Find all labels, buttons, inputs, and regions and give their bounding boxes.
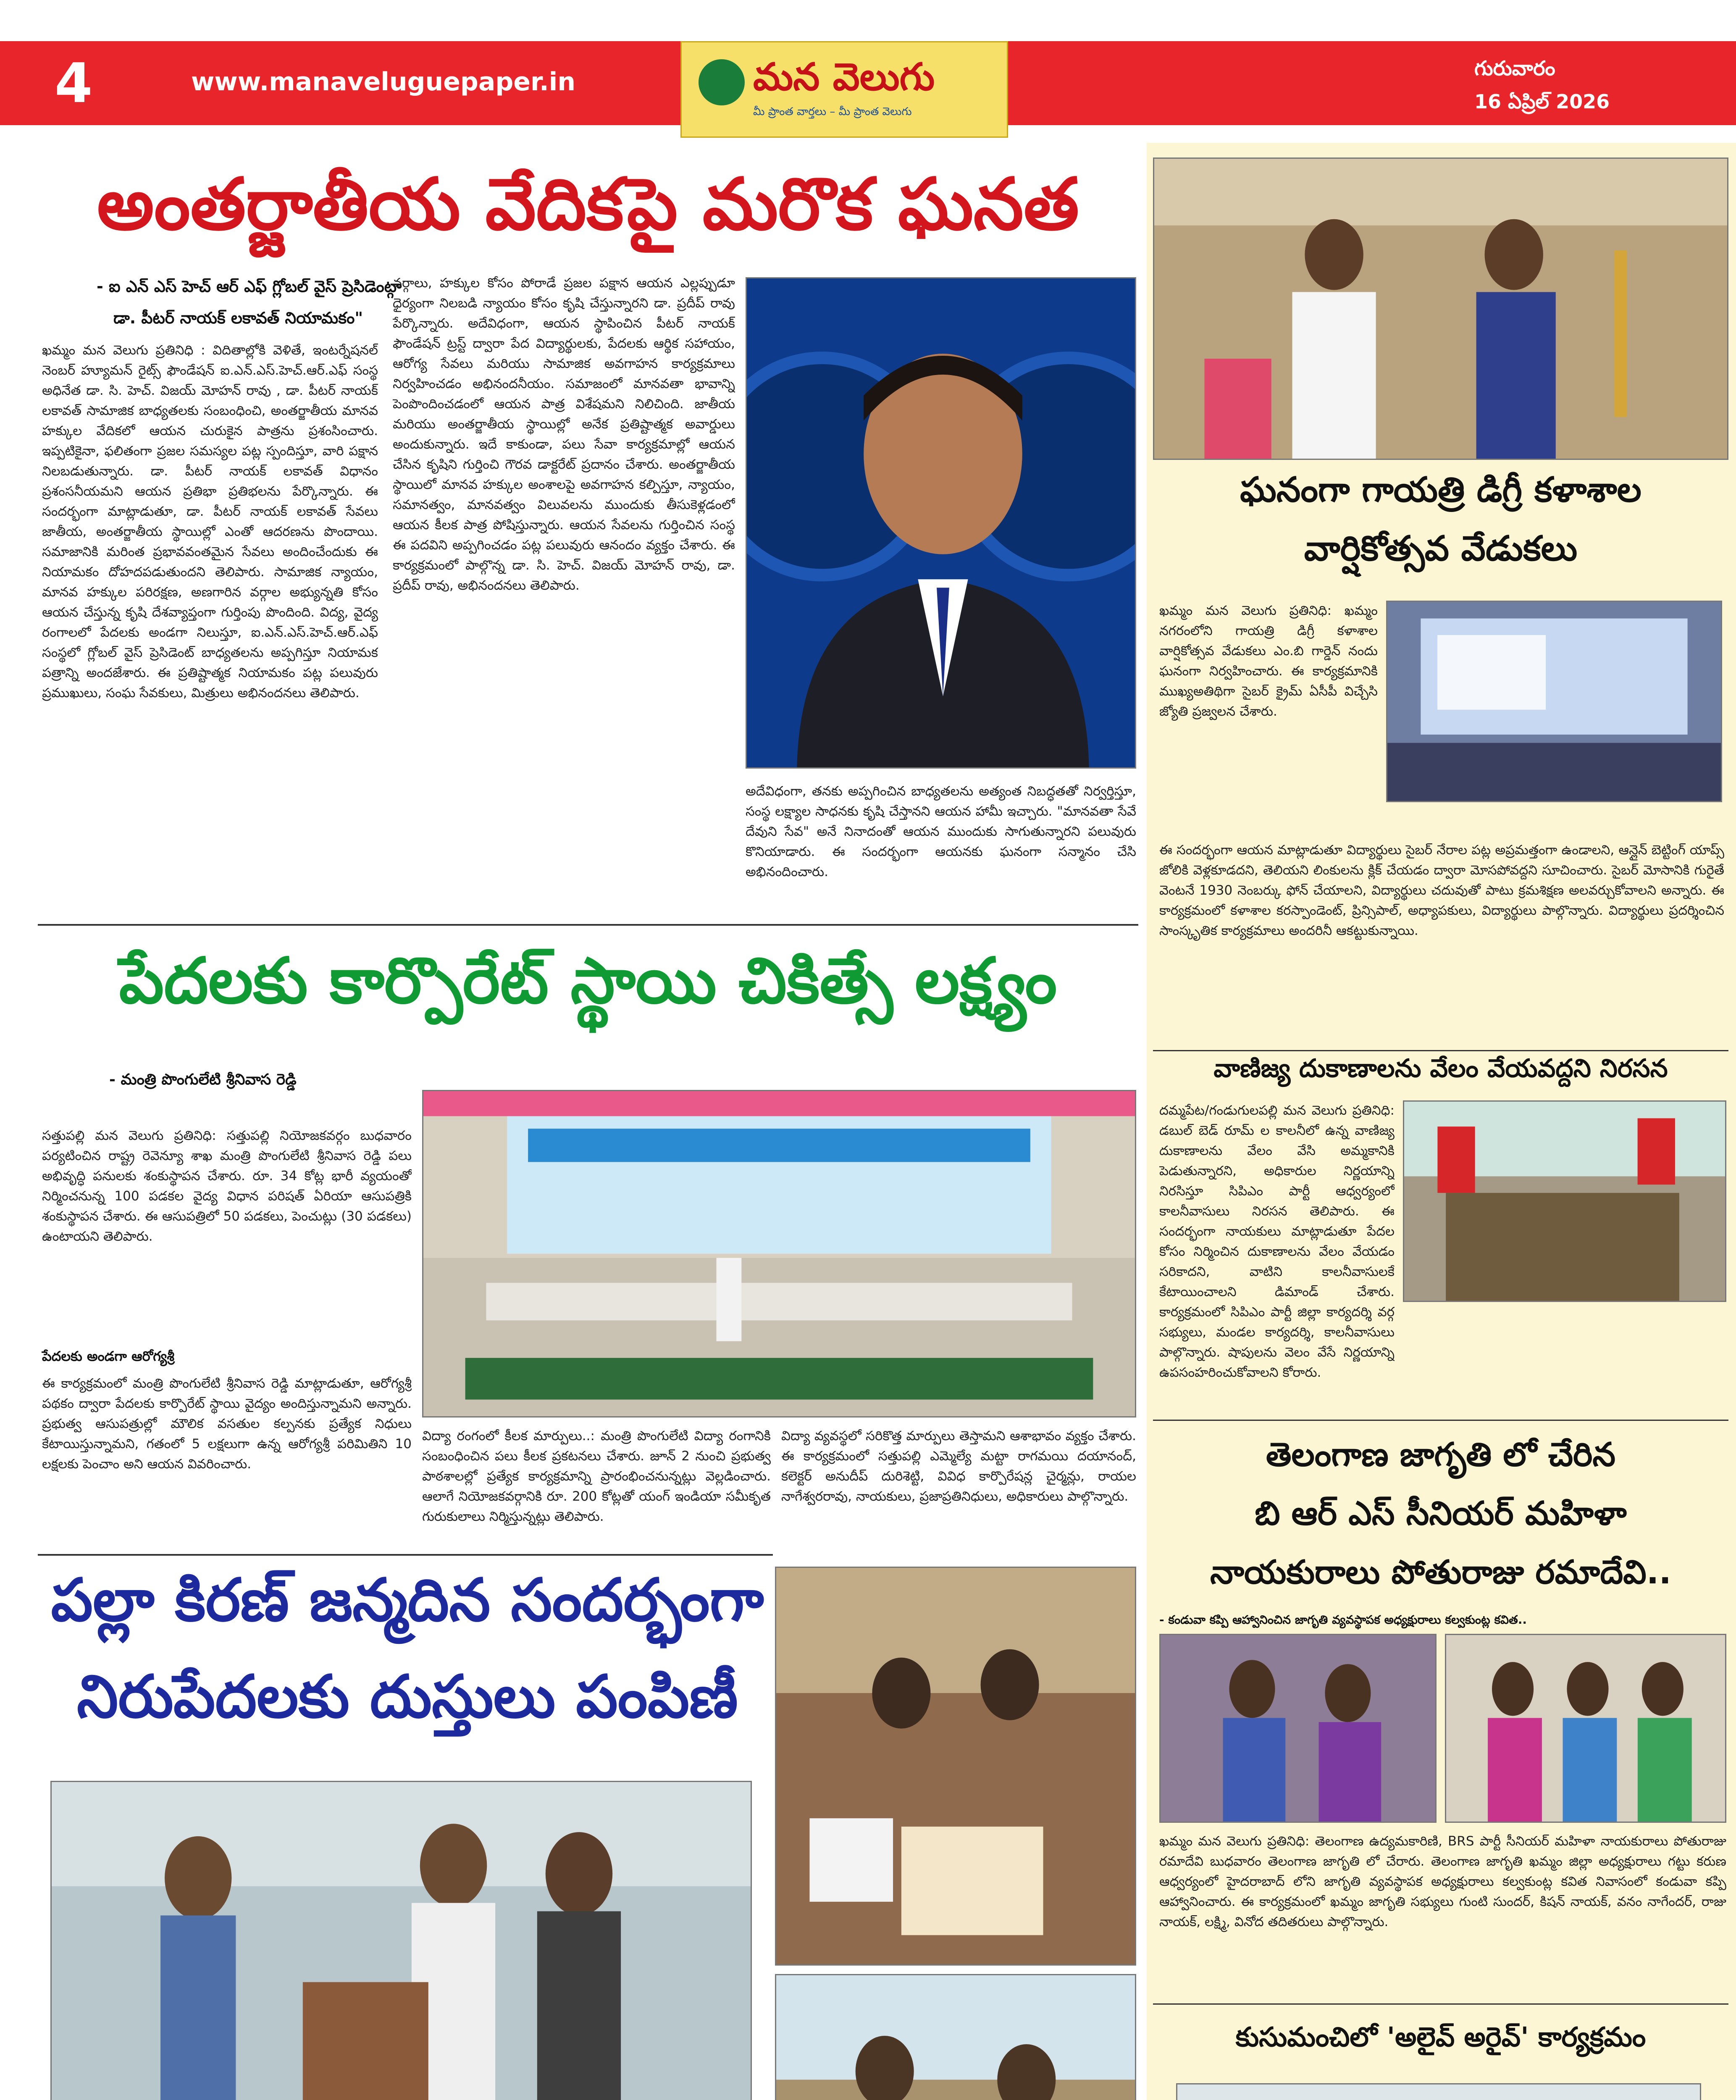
telangana-photo-1 — [1159, 1634, 1437, 1823]
palla-cake-photo — [775, 1567, 1136, 1966]
lead-subhead-2: డా. పీటర్ నాయక్ లకావత్ నియామకం" — [113, 309, 363, 327]
corporate-event-photo — [422, 1090, 1136, 1418]
corporate-body-4: విద్యా వ్యవస్థలో సరికొత్త మార్పులు తెస్తామని ఆశాభావం వ్యక్తం చేశారు. ఈ కార్యక్రమంలో సత్తుపల్లి ఎమ్మెల్యే మట్టా రాగమయి దయానంద్, కలెక్టర్ అనుదీప్ దురిశెట్టి, వివిధ కార్పొరేషన్ల చైర్మన్లు, రాయల నాగేశ్వరరావు, నాయకులు, ప్రజాప్రతినిధులు, అధికారులు పాల్గొన్నారు. — [781, 1428, 1136, 1504]
corporate-body-3: విద్యా రంగంలో కీలక మార్పులు..: మంత్రి పొంగులేటి విద్యా రంగానికి సంబంధించిన పలు కీలక ప్రకటనలు చేశారు. జూన్ 2 నుంచి ప్రభుత్వ పాఠశాలల్లో ప్రత్యేక కార్యక్రమాన్ని ప్రారంభించనున్నట్లు వెల్లడించారు. ఆలాగే నియోజకవర్గానికి రూ. 200 కోట్లతో యంగ్ ఇండియా సమీకృత గురుకులాలు నిర్మిస్తున్నట్లు తెలిపారు. — [422, 1428, 771, 1524]
vanijya-body: దమ్మపేట/గండుగులపల్లి మన వెలుగు ప్రతినిధి: డబుల్ బెడ్ రూమ్ ల కాలనీలో ఉన్న వాణిజ్య దుకాణాలను వేలం వేసి అమ్మకానికి పెడుతున్నారని, అధికారుల నిర్ణయాన్ని నిరసిస్తూ సిపిఎం పార్టీ ఆధ్వర్యంలో కాలనీవాసులు నిరసన తెలిపారు. ఈ సందర్భంగా నాయకులు మాట్లాడుతూ పేదల కోసం నిర్మించిన దుకాణాలను వేలం వేయడం సరికాదని, వాటిని కాలనీవాసులకే కేటాయించాలని డిమాండ్ చేశారు. కార్యక్రమంలో సిపిఎం పార్టీ జిల్లా కార్యదర్శి వర్గ సభ్యులు, మండల కార్యదర్శి, కాలనీవాసులు పాల్గొన్నారు. షాపులను వెలం వేసే నిర్ణయాన్ని ఉపసంహరించుకోవాలని కోరారు. — [1159, 1103, 1395, 1380]
lead-body-col1: ఖమ్మం మన వెలుగు ప్రతినిధి : విదితాల్లోకి వెళితే, ఇంటర్నేషనల్ నెంబర్ హ్యూమన్ రైట్స్ ఫౌండేషన్ ఐ.ఎన్.ఎస్.హెచ్.ఆర్.ఎఫ్ సంస్థ అధినేత డా. సి. హెచ్. విజయ్ మోహన్ రావు , డా. పీటర్ నాయక్ లకావత్ సామాజిక బాధ్యతలకు సంబంధించి, అంతర్జాతీయ మానవ హక్కుల వేదికలో ఆయన చురుకైన పాత్రను ప్రశంసించారు. ఇప్పటికైనా, ఫలితంగా ప్రజల సమస్యల పట్ల స్పందిస్తూ, వారి పక్షాన నిలబడుతున్నారు. డా. పీటర్ నాయక్ లకావత్ విధానం ప్రశంసనీయమని ఆయన ప్రతిభా ప్రతిభలను పేర్కొన్నారు. ఈ సందర్భంగా మాట్లాడుతూ, డా. పీటర్ నాయక్ లకావత్ సేవలు జాతీయ, అంతర్జాతీయ స్థాయిల్లో ఎంతో ఆదరణను పొందాయి. సమాజానికి మరింత ప్రభావవంతమైన సేవలు అందించేందుకు ఈ నియామకం దోహదపడుతుందని తెలిపారు. సామాజిక న్యాయం, మానవ హక్కుల పరిరక్షణ, అణగారిన వర్గాల అభ్యున్నతి కోసం ఆయన చేస్తున్న కృషి దేశవ్యాప్తంగా గుర్తింపు పొందింది. విద్య, వైద్య రంగాలలో పేదలకు అండగా నిలుస్తూ, ఐ.ఎన్.ఎస్.హెచ్.ఆర్.ఎఫ్ సంస్థలో గ్లోబల్ వైస్ ప్రెసిడెంట్ బాధ్యతలను అప్పగిస్తూ నియామక పత్రాన్ని అందజేశారు. ఈ ప్రతిష్టాత్మక నియామకం పట్ల పలువురు ప్రముఖులు, సంఘ సేవకులు, మిత్రులు అభినందనలు తెలిపారు. — [42, 343, 378, 701]
date-label: 16 ఏప్రిల్ 2026 — [1474, 90, 1610, 113]
lead-subhead-1: - ఐ ఎన్ ఎస్ హెచ్ ఆర్ ఎఫ్ గ్లోబల్ వైస్ ప్రెసిడెంట్గా — [97, 277, 402, 296]
corporate-body-2: ఈ కార్యక్రమంలో మంత్రి పొంగులేటి శ్రీనివాస రెడ్డి మాట్లాడుతూ, ఆరోగ్యశ్రీ పథకం ద్వారా పేదలకు కార్పొరేట్ స్థాయి వైద్యం అందిస్తున్నామని అన్నారు. ప్రభుత్వ ఆసుపత్రుల్లో మౌలిక వసతుల కల్పనకు ప్రత్యేక నిధులు కేటాయిస్తున్నామని, గతంలో 5 లక్షలుగా ఉన్న ఆరోగ్యశ్రీ పరిమితిని 10 లక్షలకు పెంచాం అని ఆయన వివరించారు. — [42, 1376, 412, 1472]
gayatri-headline-1: ఘనంగా గాయత్రి డిగ్రీ కళాశాల — [1240, 470, 1641, 510]
divider-2 — [38, 1554, 773, 1556]
divider-1 — [38, 924, 1138, 926]
day-label: గురువారం — [1474, 57, 1555, 80]
telangana-byline: - కండువా కప్పి ఆహ్వానించిన జాగృతి వ్యవస్థాపక అధ్యక్షురాలు కల్వకుంట్ల కవిత.. — [1159, 1613, 1527, 1627]
kusumanchi-headline: కుసుమంచిలో 'అలైవ్ అరైవ్' కార్యక్రమం — [1235, 2022, 1646, 2053]
gayatri-photo-main — [1153, 158, 1728, 460]
website-link[interactable]: www.manaveluguepaper.in — [191, 67, 576, 97]
vanijya-protest-photo — [1403, 1100, 1726, 1302]
divider-side-2 — [1153, 1420, 1728, 1421]
palla-headline-2: నిరుపేదలకు దుస్తులు పంపిణీ — [77, 1663, 738, 1731]
lead-portrait-photo — [746, 277, 1136, 769]
gayatri-photo-stage — [1386, 601, 1722, 802]
palla-headline-1: పల్లా కిరణ్ జన్మదిన సందర్భంగా — [51, 1566, 764, 1635]
telangana-photo-2 — [1445, 1634, 1726, 1823]
palla-distribution-photo — [775, 1974, 1136, 2100]
corporate-headline: పేదలకు కార్పొరేట్ స్థాయి చికిత్సే లక్ష్యం — [119, 945, 1057, 1018]
page-number: 4 — [55, 51, 93, 115]
vanijya-body-cont — [1403, 1306, 1726, 1432]
lead-body-col2: వర్గాలు, హక్కుల కోసం పోరాడే ప్రజల పక్షాన ఆయన ఎల్లప్పుడూ ధైర్యంగా నిలబడి న్యాయం కోసం కృషి చేస్తున్నారని డా. ప్రదీప్ రావు పేర్కొన్నారు. అదేవిధంగా, ఆయన స్థాపించిన పీటర్ నాయక్ ఫౌండేషన్ ట్రస్ట్ ద్వారా పేద విద్యార్థులకు, పేదలకు ఆర్థిక సహాయం, ఆరోగ్య సేవలు మరియు సామాజిక అవగాహన కార్యక్రమాలు నిర్వహించడం అభినందనీయం. సమాజంలో మానవతా భావాన్ని పెంపొందించడంలో ఆయన పాత్ర విశేషమని నిలిచింది. జాతీయ మరియు అంతర్జాతీయ స్థాయిల్లో అనేక ప్రతిష్టాత్మక అవార్డులు అందుకున్నారు. ఇదే కాకుండా, పలు సేవా కార్యక్రమాల్లో ఆయన చేసిన కృషిని గుర్తించి గౌరవ డాక్టరేట్ ప్రదానం చేశారు. అంతర్జాతీయ స్థాయిలో మానవ హక్కుల అంశాలపై అవగాహన కల్పిస్తూ, న్యాయం, సమానత్వం, మానవత్వం విలువలను ముందుకు తీసుకెళ్లడంలో ఆయన కీలక పాత్ర పోషిస్తున్నారు. ఆయన సేవలను గుర్తించిన సంస్థ ఈ పదవిని అప్పగించడం పట్ల పలువురు ఆనందం వ్యక్తం చేశారు. ఈ కార్యక్రమంలో పాల్గొన్న డా. సి. హెచ్. విజయ్ మోహన్ రావు, డా. ప్రదీప్ రావు, అభినందనలు తెలిపారు. — [393, 276, 735, 593]
masthead — [680, 41, 1008, 138]
divider-side-1 — [1153, 1050, 1728, 1051]
palla-photo-1 — [50, 1781, 752, 2100]
corporate-byline: - మంత్రి పొంగులేటి శ్రీనివాస రెడ్డి — [109, 1071, 297, 1088]
divider-side-3 — [1153, 2003, 1728, 2005]
kusumanchi-photo — [1176, 2083, 1701, 2100]
lead-body-col3: అదేవిధంగా, తనకు అప్పగించిన బాధ్యతలను అత్యంత నిబద్ధతతో నిర్వర్తిస్తూ, సంస్థ లక్ష్యాల సాధనకు కృషి చేస్తానని ఆయన హామీ ఇచ్చారు. "మానవతా సేవే దేవుని సేవ" అనే నినాదంతో ఆయన ముందుకు సాగుతున్నారని పలువురు కొనియాడారు. ఈ సందర్భంగా ఆయనకు ఘనంగా సన్మానం చేసి అభినందించారు. — [746, 784, 1136, 879]
masthead-logo-icon — [699, 59, 745, 105]
lead-headline: అంతర్జాతీయ వేదికపై మరొక ఘనత — [97, 163, 1079, 246]
telangana-body: ఖమ్మం మన వెలుగు ప్రతినిధి: తెలంగాణ ఉద్యమకారిణి, BRS పార్టీ సీనియర్ మహిళా నాయకురాలు పోతురాజు రమాదేవి బుధవారం తెలంగాణ జాగృతి లో చేరారు. తెలంగాణ జాగృతి ఖమ్మం జిల్లా అధ్యక్షురాలు గట్టు కరుణ ఆధ్వర్యంలో హైదరాబాద్ లోని జాగృతి వ్యవస్థాపక అధ్యక్షురాలు కల్వకుంట్ల కవిత నివాసంలో కండువా కప్పి ఆహ్వానించారు. ఈ కార్యక్రమంలో ఖమ్మం జాగృతి సభ్యులు గుంటి సుందర్, కిషన్ నాయక్, వనం నాగేందర్, రాజు నాయక్, లక్ష్మి, వినోద తదితరులు పాల్గొన్నారు. — [1159, 1834, 1726, 1929]
corporate-body-1: సత్తుపల్లి మన వెలుగు ప్రతినిధి: సత్తుపల్లి నియోజకవర్గం బుధవారం పర్యటించిన రాష్ట్ర రెవెన్యూ శాఖ మంత్రి పొంగులేటి శ్రీనివాస రెడ్డి పలు అభివృద్ధి పనులకు శంకుస్థాపన చేశారు. రూ. 34 కోట్ల భారీ వ్యయంతో నిర్మించనున్న 100 పడకల వైద్య విధాన పరిషత్ ఏరియా ఆసుపత్రికి శంకుస్థాపన చేశారు. ఈ ఆసుపత్రిలో 50 పడకలు, పెంచుట్లు (30 పడకలు) ఉంటాయని తెలిపారు. — [42, 1128, 412, 1244]
gayatri-headline-2: వార్షికోత్సవ వేడుకలు — [1304, 529, 1578, 569]
telangana-headline-2: బి ఆర్ ఎస్ సీనియర్ మహిళా — [1255, 1495, 1627, 1533]
corporate-subheading: పేదలకు అండగా ఆరోగ్యశ్రీ — [42, 1348, 175, 1364]
telangana-headline-1: తెలంగాణ జాగృతి లో చేరిన — [1266, 1436, 1616, 1474]
vanijya-headline: వాణిజ్య దుకాణాలను వేలం వేయవద్దని నిరసన — [1213, 1054, 1668, 1083]
telangana-headline-3: నాయకురాలు పోతురాజు రమాదేవి.. — [1210, 1554, 1671, 1591]
gayatri-body-2: ఈ సందర్భంగా ఆయన మాట్లాడుతూ విద్యార్థులు సైబర్ నేరాల పట్ల అప్రమత్తంగా ఉండాలని, ఆన్లైన్ బెట్టింగ్ యాప్స్ జోలికి వెళ్లకూడదని, తెలియని లింకులను క్లిక్ చేయడం ద్వారా మోసపోవద్దని సూచించారు. సైబర్ మోసానికి గురైతే వెంటనే 1930 నెంబర్కు ఫోన్ చేయాలని, విద్యార్థులు చదువుతో పాటు క్రమశిక్షణ అలవర్చుకోవాలని అన్నారు. ఈ కార్యక్రమంలో కళాశాల కరస్పాండెంట్, ప్రిన్సిపాల్, అధ్యాపకులు, విద్యార్థులు పాల్గొన్నారు. విద్యార్థులు ప్రదర్శించిన సాంస్కృతిక కార్యక్రమాలు అందరినీ ఆకట్టుకున్నాయి. — [1159, 843, 1724, 938]
masthead-title: మన వెలుగు — [753, 55, 935, 99]
gayatri-body-1: ఖమ్మం మన వెలుగు ప్రతినిధి: ఖమ్మం నగరంలోని గాయత్రి డిగ్రీ కళాశాల వార్షికోత్సవ వేడుకలు ఎం.బి గార్డెన్ నందు ఘనంగా నిర్వహించారు. ఈ కార్యక్రమానికి ముఖ్యఅతిథిగా సైబర్ క్రైమ్ ఏసీపీ విచ్చేసి జ్యోతి ప్రజ్వలన చేశారు. — [1159, 603, 1378, 719]
masthead-tagline: మీ ప్రాంత వార్తలు – మీ ప్రాంత వెలుగు — [753, 105, 912, 118]
